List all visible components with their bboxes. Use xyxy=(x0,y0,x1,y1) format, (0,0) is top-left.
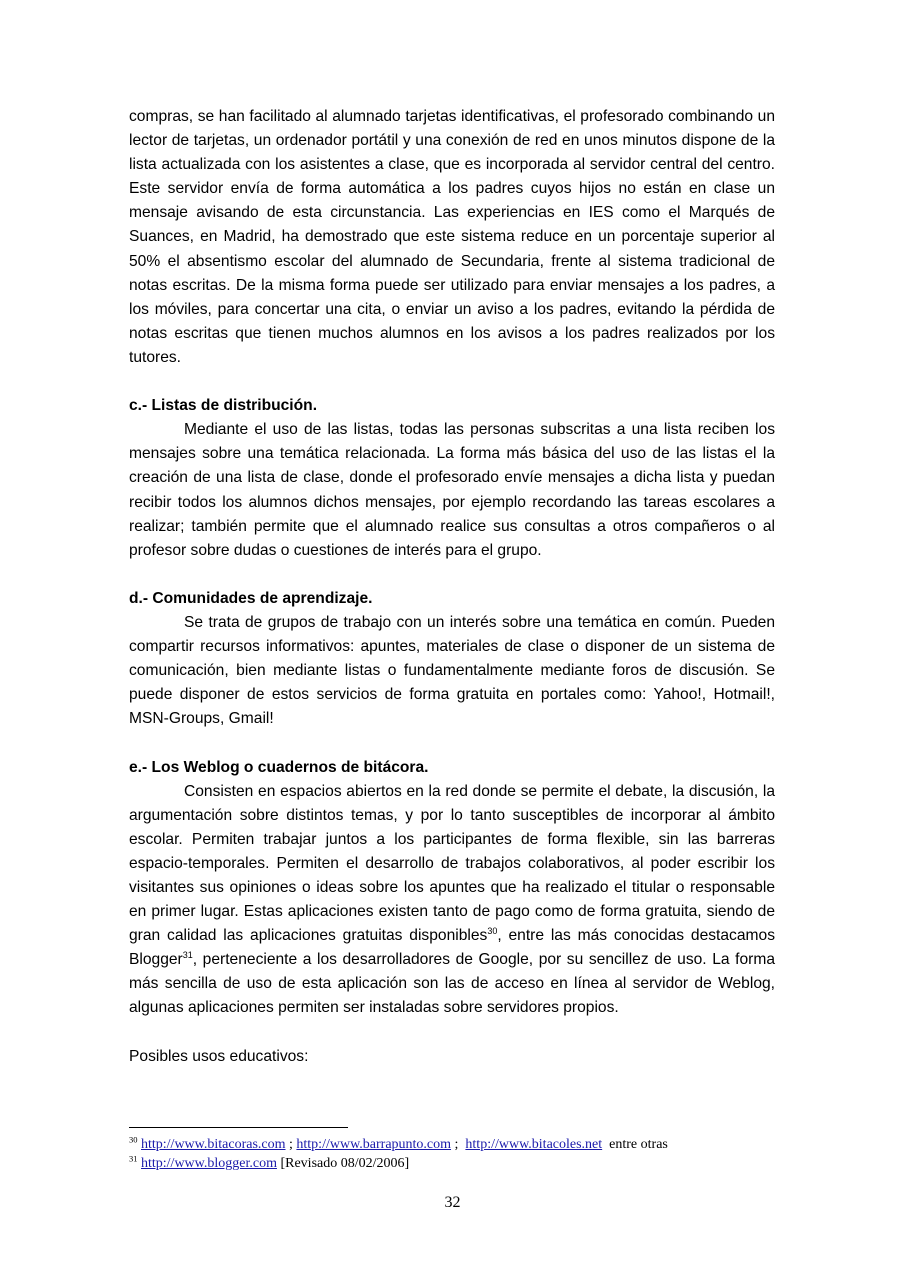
footnote-31 xyxy=(129,1154,829,1173)
document-body xyxy=(129,105,775,1069)
footnote-link-barrapunto[interactable]: http://www.barrapunto.com xyxy=(296,1137,452,1152)
footnote-number: 31 xyxy=(129,1153,138,1164)
footnote-30 xyxy=(129,1135,829,1154)
paragraph-listas: Mediante el uso de las listas, todas las personas subscritas a una lista reciben los mensajes sobre una temática relacionada. La forma más básica del uso de las listas el la creación de una lista de clase, donde el profesorado envíe mensajes a dicha lista y puedan recibir todos los alumnos dichos mensajes, por ejemplo recordando las tareas escolares a realizar; también permite que el alumnado realice sus consultas a otros compañeros o al profesor sobre dudas o cuestiones de interés para el grupo. xyxy=(129,421,775,559)
paragraph-intro: compras, se han facilitado al alumnado tarjetas identificativas, el profesorado combinando un lector de tarjetas, un ordenador portátil y una conexión de red en unos minutos dispone de la lista actualizada con los asistentes a clase, que es incorporada al servidor central del centro. Este servidor envía de forma automática a los padres cuyos hijos no están en clase un mensaje avisando de esta circunstancia. Las experiencias en IES como el Marqués de Suances, en Madrid, ha demostrado que este sistema reduce en un porcentaje superior al 50% el absentismo escolar del alumnado de Secundaria, frente al sistema tradicional de notas escritas. De la misma forma puede ser utilizado para enviar mensajes a los padres, a los móviles, para concertar una cita, o enviar un aviso a los padres, evitando la pérdida de notas escritas que tienen muchos alumnos en los avisos a los padres realizados por los tutores. xyxy=(129,108,775,366)
footnote-separator-text: ; xyxy=(285,1137,297,1152)
weblog-text-a: Consisten en espacios abiertos en la red donde se permite el debate, la discusión, la argumentación sobre distintos temas, y por lo tanto susceptibles de incorporar al ámbito escolar. Permiten trabajar juntos a los participantes de forma flexible, sin las barreras espacio-temporales. Permiten el desarrollo de trabajos colaborativos, al poder escribir los visitantes sus opiniones o ideas sobre los apuntes que ha realizado el titular o responsable en primer lugar. Estas aplicaciones existen tanto de pago como de forma gratuita, siendo de gran calidad las aplicaciones gratuitas disponibles xyxy=(129,782,775,945)
paragraph-weblog xyxy=(129,780,775,1021)
footnote-number: 30 xyxy=(129,1134,138,1145)
heading-comunidades: d.- Comunidades de aprendizaje. xyxy=(129,589,373,607)
footnote-separator xyxy=(129,1127,348,1128)
footnote-link-bitacoles[interactable]: http://www.bitacoles.net xyxy=(465,1137,603,1152)
footnotes xyxy=(129,1135,829,1173)
footnote-tail-text: [Revisado 08/02/2006] xyxy=(276,1156,410,1171)
footnote-link-blogger[interactable]: http://www.blogger.com xyxy=(141,1156,277,1171)
weblog-text-c: , perteneciente a los desarrolladores de Google, por su sencillez de uso. La forma más sencilla de uso de esta aplicación son las de acceso en línea al servidor de Weblog, algunas aplicaciones permiten ser instaladas sobre servidores propios. xyxy=(129,951,775,1017)
footnote-separator-text: ; xyxy=(451,1137,466,1152)
paragraph-comunidades: Se trata de grupos de trabajo con un interés sobre una temática en común. Pueden compartir recursos informativos: apuntes, materiales de clase o disponer de un sistema de comunicación, bien mediante listas o fundamentalmente mediante foros de discusión. Se puede disponer de estos servicios de forma gratuita en portales como: Yahoo!, Hotmail!, MSN-Groups, Gmail! xyxy=(129,613,775,728)
heading-listas-distribucion: c.- Listas de distribución. xyxy=(129,397,318,415)
weblog-text-b: , entre las más conocidas destacamos Blogger xyxy=(129,927,775,969)
page-number: 32 xyxy=(444,1194,461,1211)
footnote-ref-30[interactable]: 30 xyxy=(487,926,498,936)
footnote-tail-text: entre otras xyxy=(602,1137,668,1152)
footnote-ref-31[interactable]: 31 xyxy=(182,950,193,961)
heading-weblog: e.- Los Weblog o cuadernos de bitácora. xyxy=(129,758,429,776)
posibles-usos-label: Posibles usos educativos: xyxy=(129,1047,309,1065)
footnote-link-bitacoras[interactable]: http://www.bitacoras.com xyxy=(141,1137,286,1152)
